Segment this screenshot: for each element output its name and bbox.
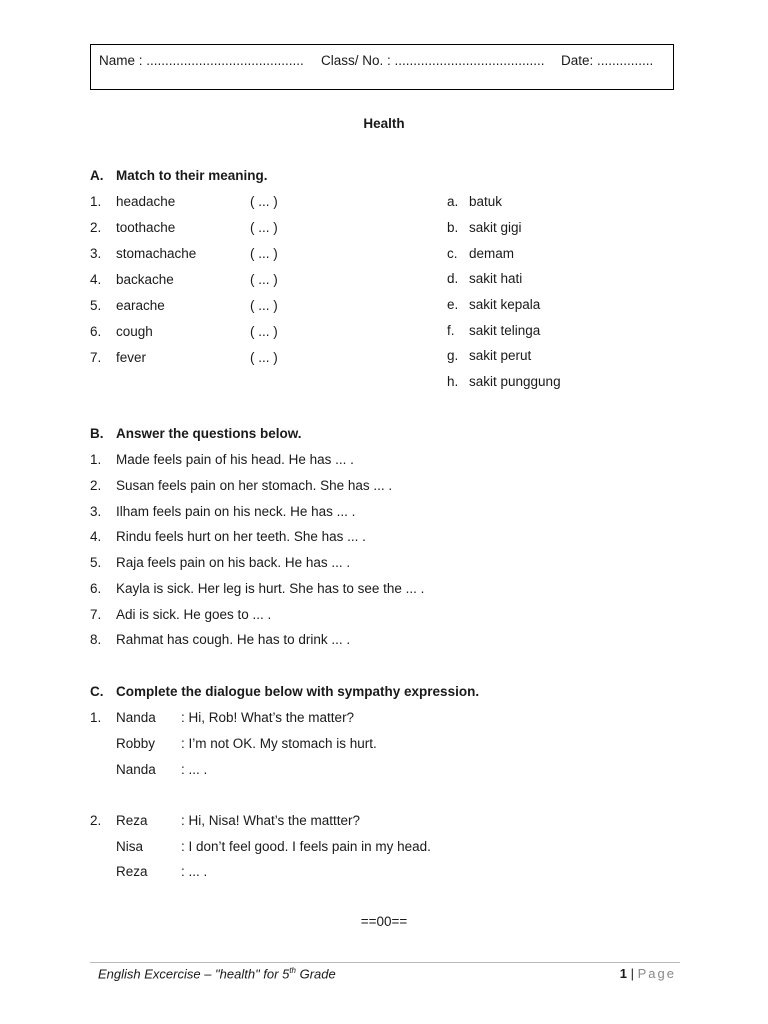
option-letter: a. <box>447 194 459 209</box>
match-word: headache <box>116 194 176 209</box>
match-word: earache <box>116 298 165 313</box>
date-field: Date: ............... <box>561 53 654 68</box>
section-b-letter: B. <box>90 426 104 441</box>
item-number: 5. <box>90 555 102 570</box>
match-word: fever <box>116 350 147 365</box>
end-mark: ==00== <box>360 914 408 929</box>
option-text: batuk <box>469 194 503 209</box>
dialogue-text: : Hi, Rob! What’s the matter? <box>181 710 355 725</box>
page-separator: | <box>627 966 638 981</box>
match-word: cough <box>116 324 153 339</box>
item-number: 8. <box>90 632 102 647</box>
class-no-field: Class/ No. : ........................................ <box>321 53 545 68</box>
option-letter: d. <box>447 271 459 286</box>
speaker-name: Nanda <box>116 762 156 777</box>
section-c-title: Complete the dialogue below with sympathy expression. <box>116 684 480 699</box>
dialogue-text: : I don’t feel good. I feels pain in my head. <box>181 839 431 854</box>
dialogue-number: 1. <box>90 710 102 725</box>
option-text: sakit telinga <box>469 323 541 338</box>
option-letter: f. <box>447 323 455 338</box>
item-number: 5. <box>90 298 102 313</box>
footer-caption <box>98 966 336 981</box>
answer-blank: ( ... ) <box>250 194 278 209</box>
option-letter: e. <box>447 297 459 312</box>
section-c-heading <box>90 684 479 699</box>
option-letter: h. <box>447 374 459 389</box>
name-field: Name : .......................................... <box>99 53 304 68</box>
answer-blank: ( ... ) <box>250 350 278 365</box>
option-text: sakit kepala <box>469 297 541 312</box>
question-text: Raja feels pain on his back. He has ... . <box>116 555 351 570</box>
option-text: sakit hati <box>469 271 523 286</box>
speaker-name: Robby <box>116 736 156 751</box>
dialogue-number: 2. <box>90 813 102 828</box>
section-a-heading <box>90 168 268 183</box>
option-text: demam <box>469 246 515 261</box>
item-number: 6. <box>90 581 102 596</box>
page-title: Health <box>363 116 405 131</box>
answer-blank: ( ... ) <box>250 324 278 339</box>
question-text: Rindu feels hurt on her teeth. She has ... . <box>116 529 366 544</box>
section-b-heading <box>90 426 302 441</box>
student-info-box <box>90 44 674 90</box>
speaker-name: Nanda <box>116 710 156 725</box>
item-number: 1. <box>90 194 102 209</box>
dialogue-text: : I’m not OK. My stomach is hurt. <box>181 736 377 751</box>
section-c-letter: C. <box>90 684 104 699</box>
answer-blank: ( ... ) <box>250 220 278 235</box>
match-word: stomachache <box>116 246 197 261</box>
answer-blank: ( ... ) <box>250 298 278 313</box>
section-a-title: Match to their meaning. <box>116 168 268 183</box>
dialogue-text: : ... . <box>181 762 208 777</box>
dialogue-text: : ... . <box>181 864 208 879</box>
item-number: 4. <box>90 529 102 544</box>
question-text: Made feels pain of his head. He has ... . <box>116 452 354 467</box>
footer-caption-text: English Excercise – "health" for 5 <box>98 966 290 982</box>
speaker-name: Reza <box>116 813 148 828</box>
question-text: Rahmat has cough. He has to drink ... . <box>116 632 351 647</box>
item-number: 6. <box>90 324 102 339</box>
section-b-title: Answer the questions below. <box>116 426 302 441</box>
item-number: 4. <box>90 272 102 287</box>
answer-blank: ( ... ) <box>250 246 278 261</box>
footer-caption-suffix: Grade <box>296 966 336 982</box>
option-text: sakit gigi <box>469 220 522 235</box>
speaker-name: Nisa <box>116 839 144 854</box>
option-text: sakit punggung <box>469 374 561 389</box>
speaker-name: Reza <box>116 864 148 879</box>
item-number: 3. <box>90 504 102 519</box>
item-number: 1. <box>90 452 102 467</box>
footer-divider <box>90 962 680 963</box>
match-word: backache <box>116 272 174 287</box>
option-letter: g. <box>447 348 459 363</box>
option-letter: c. <box>447 246 458 261</box>
question-text: Ilham feels pain on his neck. He has ... . <box>116 504 356 519</box>
item-number: 2. <box>90 478 102 493</box>
question-text: Susan feels pain on her stomach. She has ... . <box>116 478 393 493</box>
item-number: 3. <box>90 246 102 261</box>
item-number: 7. <box>90 607 102 622</box>
page-label: Page <box>637 966 676 981</box>
footer-caption-sup: th <box>289 966 296 975</box>
option-letter: b. <box>447 220 459 235</box>
question-text: Kayla is sick. Her leg is hurt. She has to see the ... . <box>116 581 425 596</box>
question-text: Adi is sick. He goes to ... . <box>116 607 272 622</box>
item-number: 7. <box>90 350 102 365</box>
dialogue-text: : Hi, Nisa! What’s the mattter? <box>181 813 361 828</box>
option-text: sakit perut <box>469 348 532 363</box>
section-a-letter: A. <box>90 168 104 183</box>
page-number-value: 1 <box>619 966 628 981</box>
item-number: 2. <box>90 220 102 235</box>
match-word: toothache <box>116 220 176 235</box>
answer-blank: ( ... ) <box>250 272 278 287</box>
page-number <box>620 966 676 981</box>
